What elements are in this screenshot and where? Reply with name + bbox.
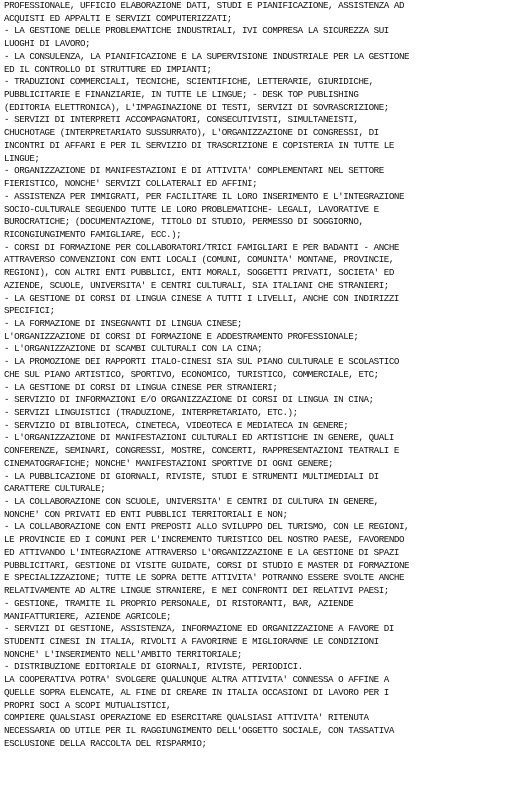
document-text-line: - L'ORGANIZZAZIONE DI MANIFESTAZIONI CULTURALI ED ARTISTICHE IN GENERE, QUALI [4,432,394,444]
document-text-line: (EDITORIA ELETTRONICA), L'IMPAGINAZIONE DI TESTI, SERVIZI DI SOVRASCRIZIONE; [4,101,389,113]
document-text-line: - SERVIZIO DI INFORMAZIONI E/O ORGANIZZAZIONE DI CORSI DI LINGUA IN CINA; [4,394,374,406]
document-text-line: NONCHE' CON PRIVATI ED ENTI PUBBLICI TERRITORIALI E NON; [4,508,288,520]
document-text-line: RICONGIUNGIMENTO FAMIGLIARE, ECC.); [4,228,182,240]
document-text-line: - LA GESTIONE DI CORSI DI LINGUA CINESE PER STRANIERI; [4,381,278,393]
document-text-line: COMPIERE QUALSIASI OPERAZIONE ED ESERCITARE QUALSIASI ATTIVITA' RITENUTA [4,712,369,724]
document-text-line: - DISTRIBUZIONE EDITORIALE DI GIORNALI, RIVISTE, PERIODICI. [4,661,303,673]
document-text-line: PROFESSIONALE, UFFICIO ELABORAZIONE DATI, STUDI E PIANIFICAZIONE, ASSISTENZA AD [4,0,405,11]
document-text-line: ACQUISTI ED APPALTI E SERVIZI COMPUTERIZZATI; [4,12,232,24]
document-text-line: - SERVIZIO DI BIBLIOTECA, CINETECA, VIDEOTECA E MEDIATECA IN GENERE; [4,419,349,431]
document-text-line: PUBBLICITARI, GESTIONE DI VISITE GUIDATE, CORSI DI STUDIO E MASTER DI FORMAZIONE [4,559,410,571]
document-text-line: - SERVIZI LINGUISTICI (TRADUZIONE, INTERPRETARIATO, ETC.); [4,407,298,418]
document-text-line: - ORGANIZZAZIONE DI MANIFESTAZIONI E DI ATTIVITA' COMPLEMENTARI NEL SETTORE [4,165,384,177]
document-text-line: - LA COLLABORAZIONE CON SCUOLE, UNIVERSITA' E CENTRI DI CULTURA IN GENERE, [4,496,379,508]
document-text-line: - LA GESTIONE DELLE PROBLEMATICHE INDUSTRIALI, IVI COMPRESA LA SICUREZZA SUI [4,25,389,37]
document-text-line: - L'ORGANIZZAZIONE DI SCAMBI CULTURALI CON LA CINA; [4,343,263,355]
document-text-line: LUOGHI DI LAVORO; [4,38,91,50]
document-text-line: SOCIO-CULTURALE SEGUENDO TUTTE LE LORO PROBLEMATICHE- LEGALI, LAVORATIVE E [4,203,379,215]
document-text-line: - LA FORMAZIONE DI INSEGNANTI DI LINGUA CINESE; [4,317,242,329]
document-text-line: RELATIVAMENTE AD ALTRE LINGUE STRANIERE, E NEI CONFRONTI DEI RELATIVI PAESI; [4,585,389,597]
document-text-line: L'ORGANIZZAZIONE DI CORSI DI FORMAZIONE E ADDESTRAMENTO PROFESSIONALE; [4,330,359,342]
document-text-line: BUROCRATICHE; (DOCUMENTAZIONE, TITOLO DI STUDIO, PERMESSO DI SOGGIORNO, [4,216,364,228]
document-text-line: NECESSARIA OD UTILE PER IL RAGGIUNGIMENTO DELL'OGGETTO SOCIALE, CON TASSATIVA [4,724,394,736]
document-text-line: STUDENTI CINESI IN ITALIA, RIVOLTI A FAVORIRNE E MIGLIORARNE LE CONDIZIONI [4,635,379,647]
document-text-line: LINGUE; [4,152,40,164]
document-text-line: - ASSISTENZA PER IMMIGRATI, PER FACILITARE IL LORO INSERIMENTO E L'INTEGRAZIONE [4,190,405,202]
document-text-line: CONFERENZE, SEMINARI, CONGRESSI, MOSTRE, CONCERTI, RAPPRESENTAZIONI TEATRALI E [4,445,399,457]
document-text-line: - SERVIZI DI INTERPRETI ACCOMPAGNATORI, CONSECUTIVISTI, SIMULTANEISTI, [4,114,359,126]
document-text-line: - GESTIONE, TRAMITE IL PROPRIO PERSONALE, DI RISTORANTI, BAR, AZIENDE [4,597,354,609]
document-text-line: - LA GESTIONE DI CORSI DI LINGUA CINESE A TUTTI I LIVELLI, ANCHE CON INDIRIZZI [4,292,399,304]
document-text-line: CHUCHOTAGE (INTERPRETARIATO SUSSURRATO), L'ORGANIZZAZIONE DI CONGRESSI, DI [4,127,379,139]
document-text-line: CHE SUL PIANO ARTISTICO, SPORTIVO, ECONOMICO, TURISTICO, COMMERCIALE, ETC; [4,368,379,380]
document-text-line: QUELLE SOPRA ELENCATE, AL FINE DI CREARE IN ITALIA OCCASIONI DI LAVORO PER I [4,686,389,698]
document-text-line: NONCHE' L'INSERIMENTO NELL'AMBITO TERRITORIALE; [4,648,242,660]
document-text-line: MANIFATTURIERE, AZIENDE AGRICOLE; [4,610,172,622]
document-text-line: - SERVIZI DI GESTIONE, ASSISTENZA, INFORMAZIONE ED ORGANIZZAZIONE A FAVORE DI [4,623,394,635]
document-text-line: AZIENDE, SCUOLE, UNIVERSITA' E CENTRI CULTURALI, SIA ITALIANI CHE STRANIERI; [4,279,389,291]
document-text-line: ESCLUSIONE DELLA RACCOLTA DEL RISPARMIO; [4,737,207,749]
document-text-line: LA COOPERATIVA POTRA' SVOLGERE QUALUNQUE ALTRA ATTIVITA' CONNESSA O AFFINE A [4,674,389,686]
document-text-line: FIERISTICO, NONCHE' SERVIZI COLLATERALI ED AFFINI; [4,178,258,190]
document-text-line: CINEMATOGRAFICHE; NONCHE' MANIFESTAZIONI SPORTIVE DI OGNI GENERE; [4,457,334,469]
document-text-line: INCONTRI DI AFFARI E PER IL SERVIZIO DI TRASCRIZIONE E COPISTERIA IN TUTTE LE [4,139,394,151]
document-text-line: - LA PROMOZIONE DEI RAPPORTI ITALO-CINESI SIA SUL PIANO CULTURALE E SCOLASTICO [4,356,399,368]
document-text-line: ED IL CONTROLLO DI STRUTTURE ED IMPIANTI; [4,63,212,75]
document-text-line: CARATTERE CULTURALE; [4,483,106,495]
document-text-line: PUBBLICITARIE E FINANZIARIE, IN TUTTE LE LINGUE; - DESK TOP PUBLISHING [4,89,359,101]
document-text-line: ED ATTIVANDO L'INTEGRAZIONE ATTRAVERSO L'ORGANIZZAZIONE E LA GESTIONE DI SPAZI [4,546,399,558]
document-text-line: - LA CONSULENZA, LA PIANIFICAZIONE E LA SUPERVISIONE INDUSTRIALE PER LA GESTIONE [4,50,410,62]
document-text-line: ATTRAVERSO CONVENZIONI CON ENTI LOCALI (COMUNI, COMUNITA' MONTANE, PROVINCIE, [4,254,394,266]
document-text-line: - LA COLLABORAZIONE CON ENTI PREPOSTI ALLO SVILUPPO DEL TURISMO, CON LE REGIONI, [4,521,410,533]
document-text-line: SPECIFICI; [4,305,55,317]
document-text-line: E SPECIALIZZAZIONE; TUTTE LE SOPRA DETTE ATTIVITA' POTRANNO ESSERE SVOLTE ANCHE [4,572,405,584]
document-text-line: - LA PUBBLICAZIONE DI GIORNALI, RIVISTE, STUDI E STRUMENTI MULTIMEDIALI DI [4,470,379,482]
document-text-line: - CORSI DI FORMAZIONE PER COLLABORATORI/TRICI FAMIGLIARI E PER BADANTI - ANCHE [4,241,399,253]
document-text-line: REGIONI), CON ALTRI ENTI PUBBLICI, ENTI MORALI, SOGGETTI PRIVATI, SOCIETA' ED [4,267,394,279]
document-text-line: - TRADUZIONI COMMERCIALI, TECNICHE, SCIENTIFICHE, LETTERARIE, GIURIDICHE, [4,76,374,88]
document-page [4,0,506,794]
document-text-line: PROPRI SOCI A SCOPI MUTUALISTICI, [4,699,172,711]
document-text-line: LE PROVINCIE ED I COMUNI PER L'INCREMENTO TURISTICO DEL NOSTRO PAESE, FAVORENDO [4,534,405,546]
